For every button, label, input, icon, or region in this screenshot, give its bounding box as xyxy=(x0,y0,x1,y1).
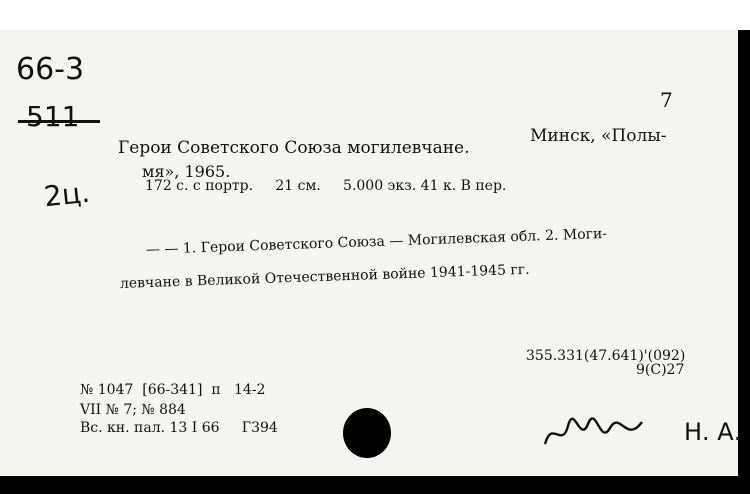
handwritten-mark: 2ц. xyxy=(42,175,92,214)
record-line-1: № 1047 [66-341] п 14-2 xyxy=(80,382,266,398)
subjects-line-2: левчане в Великой Отечественной войне 1941-1945 гг. xyxy=(119,261,530,292)
shelf-code-bottom: 511 xyxy=(26,100,80,133)
record-line-3: Вс. кн. пал. 13 I 66 Г394 xyxy=(80,420,278,436)
publication-place: Минск, «Полы- xyxy=(530,126,667,146)
shelf-code-top: 66-3 xyxy=(16,52,85,87)
catalog-card xyxy=(0,30,742,476)
card-punch-hole xyxy=(343,408,391,458)
title-line-2: мя», 1965. xyxy=(142,162,231,181)
author-sign: 9(С)27 xyxy=(636,362,685,378)
handwritten-scribble xyxy=(540,414,650,454)
subjects-line-1: — — 1. Герои Советского Союза — Могилевская обл. 2. Моги- xyxy=(145,225,608,258)
title-line-1: Герои Советского Союза могилевчане. xyxy=(118,138,470,158)
classification-code: 355.331(47.641)'(092) xyxy=(526,348,686,364)
scan-border-top xyxy=(0,0,750,30)
physical-description: 172 с. с портр. 21 см. 5.000 экз. 41 к. В пер. xyxy=(145,178,507,194)
handwritten-signature: Н. А. xyxy=(684,418,742,446)
record-line-2: VII № 7; № 884 xyxy=(80,402,186,418)
corner-number: 7 xyxy=(660,88,673,112)
